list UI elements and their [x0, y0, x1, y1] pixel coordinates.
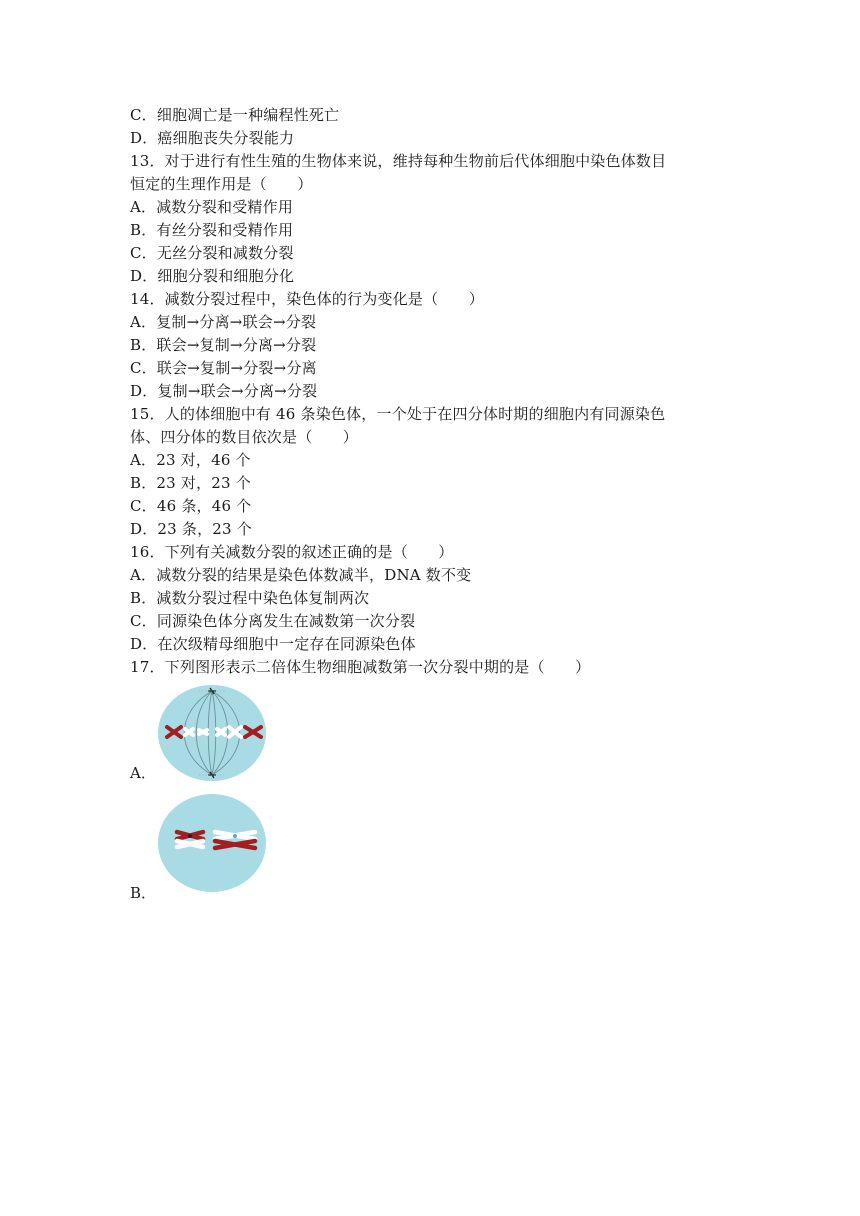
- option-line: B．23 对，23 个: [130, 474, 251, 492]
- text-line: C．细胞凋亡是一种编程性死亡: [130, 106, 340, 124]
- option-line: A．减数分裂和受精作用: [130, 198, 294, 216]
- question-15-stem-cont: 体、四分体的数目依次是（ ）: [130, 428, 359, 446]
- option-line: A．减数分裂的结果是染色体数减半，DNA 数不变: [130, 566, 472, 584]
- figure-b-label: B．: [130, 884, 157, 902]
- cell-paired-chromosomes-diagram-icon: [157, 791, 269, 895]
- figure-a-label: A．: [130, 764, 156, 782]
- option-line: B．联会→复制→分离→分裂: [130, 336, 317, 354]
- question-16-stem: 16．下列有关减数分裂的叙述正确的是（ ）: [130, 543, 454, 561]
- option-line: C．无丝分裂和减数分裂: [130, 244, 294, 262]
- text-line: D．癌细胞丧失分裂能力: [130, 129, 295, 147]
- option-line: B．有丝分裂和受精作用: [130, 221, 294, 239]
- option-line: D．复制→联会→分离→分裂: [130, 382, 318, 400]
- cell-spindle-diagram-icon: [157, 683, 269, 783]
- option-line: D．23 条，23 个: [130, 520, 252, 538]
- document-page: [130, 104, 730, 905]
- figure-b-row: [130, 791, 730, 905]
- option-line: B．减数分裂过程中染色体复制两次: [130, 589, 370, 607]
- option-line: A．复制→分离→联会→分裂: [130, 313, 317, 331]
- question-14-stem: 14．减数分裂过程中，染色体的行为变化是（ ）: [130, 290, 484, 308]
- option-line: A．23 对，46 个: [130, 451, 251, 469]
- question-17-stem: 17．下列图形表示二倍体生物细胞减数第一次分裂中期的是（ ）: [130, 658, 591, 676]
- option-line: D．在次级精母细胞中一定存在同源染色体: [130, 635, 416, 653]
- question-13-stem: 13．对于进行有性生殖的生物体来说，维持每种生物前后代体细胞中染色体数目: [130, 152, 667, 170]
- question-15-stem: 15．人的体细胞中有 46 条染色体，一个处于在四分体时期的细胞内有同源染色: [130, 405, 666, 423]
- question-13-stem-cont: 恒定的生理作用是（ ）: [130, 175, 313, 193]
- option-line: C．联会→复制→分裂→分离: [130, 359, 317, 377]
- option-line: C．46 条，46 个: [130, 497, 252, 515]
- option-line: D．细胞分裂和细胞分化: [130, 267, 295, 285]
- option-line: C．同源染色体分离发生在减数第一次分裂: [130, 612, 416, 630]
- figure-a-row: [130, 683, 730, 785]
